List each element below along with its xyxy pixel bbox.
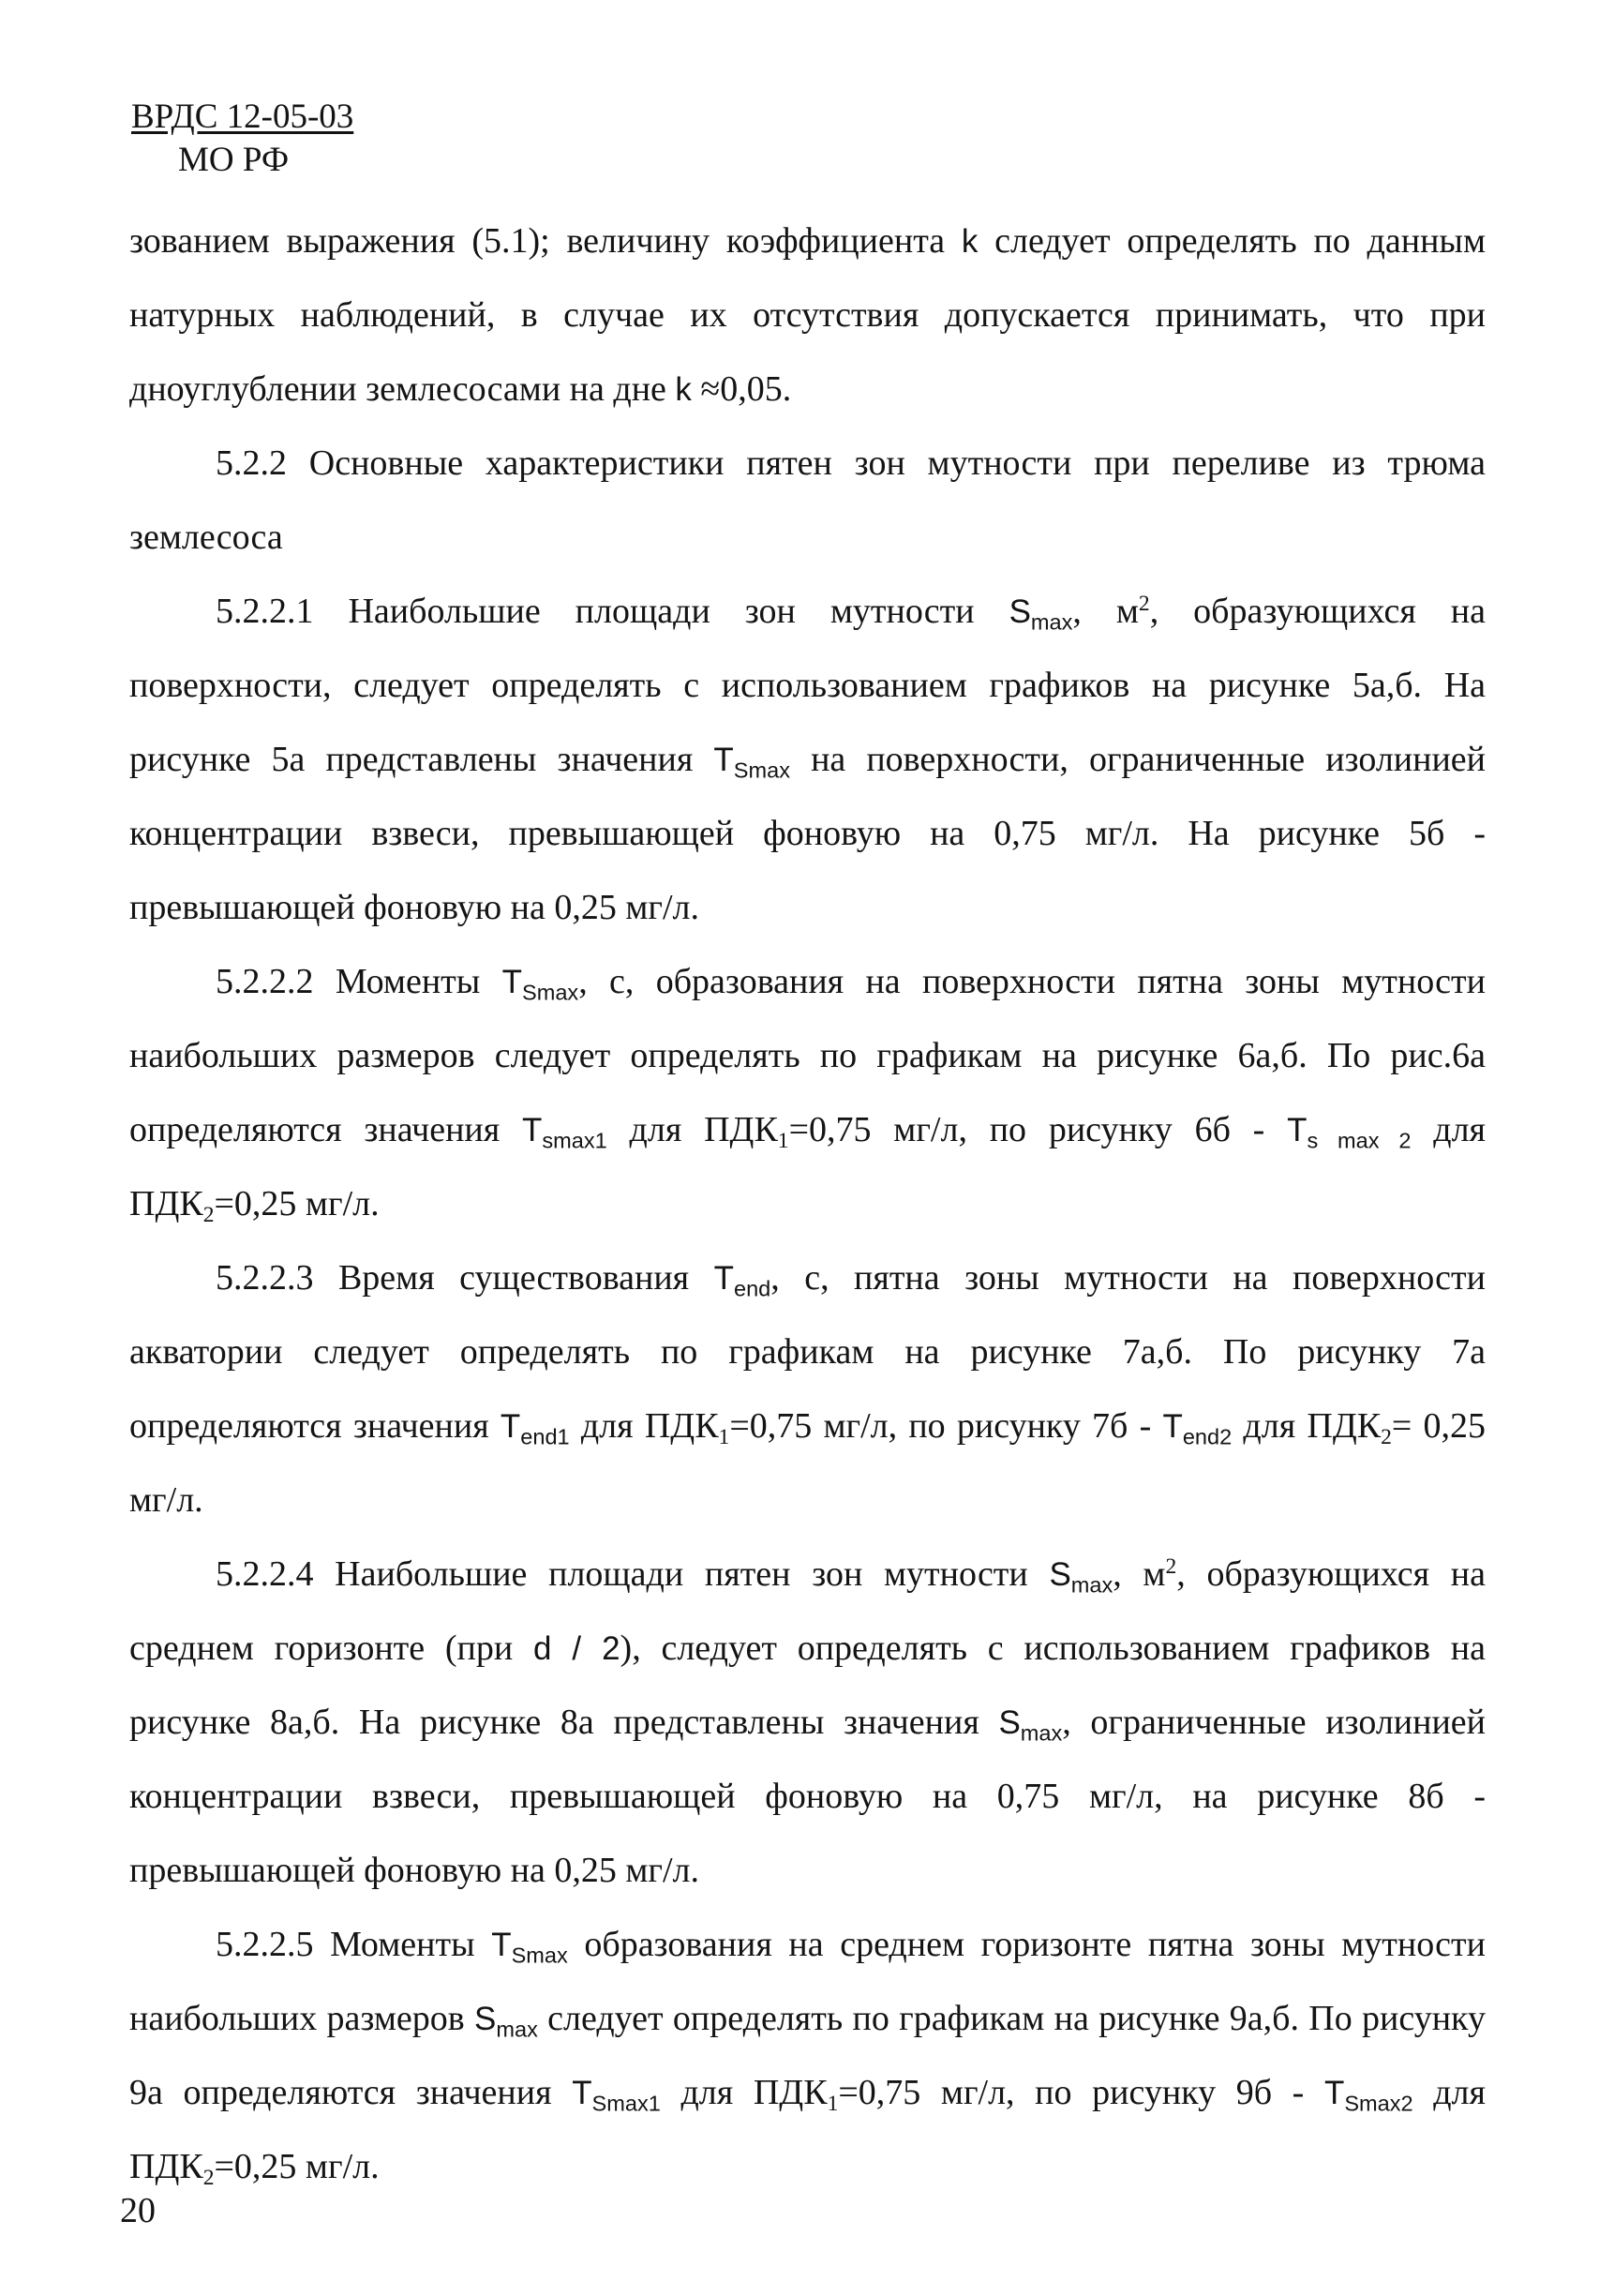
symbol: T: [522, 1112, 543, 1148]
text-run: для ПДК: [660, 2073, 828, 2112]
text-run: для ПДК: [129, 2073, 1487, 2186]
text-run: на поверхности, ограниченные изолинией концентрации взвеси, превышающей фоновую на 0,75 мг/л. На рисунке 5б - превышающей фоновую на 0,25 мг/л.: [129, 740, 1486, 927]
paragraph-5-2-2-1: [129, 575, 1486, 945]
running-header: [131, 96, 353, 182]
text-run: , образующихся на поверхности, следует определять с использованием графиков на рисунке 5а,б. На рисунке 5а представлены значения: [129, 592, 1487, 779]
symbol: S: [1049, 1556, 1071, 1593]
text-run: , ограниченные изолинией концентрации взвеси, превышающей фоновую на 0,75 мг/л, на рисунке 8б - превышающей фоновую на 0,25 мг/л.: [129, 1703, 1486, 1890]
subscript: 1: [777, 1129, 789, 1154]
symbol: T: [572, 2075, 592, 2111]
symbol: T: [1287, 1112, 1308, 1148]
section-heading-5-2-2: 5.2.2 Основные характеристики пятен зон мутности при переливе из трюма землесоса: [129, 443, 1486, 557]
subscript: 1: [718, 1425, 730, 1450]
organization: МО РФ: [178, 141, 290, 179]
subscript: Smax: [522, 980, 579, 1005]
subscript: 1: [827, 2092, 839, 2117]
symbol: T: [713, 1260, 734, 1297]
symbol: T: [713, 742, 734, 778]
text-run: зованием выражения (5.1); величину коэффициента: [129, 221, 962, 261]
symbol-k: k: [675, 371, 692, 408]
superscript: 2: [1138, 592, 1150, 617]
subscript: s max 2: [1307, 1128, 1412, 1153]
text-run: для ПДК: [129, 1110, 1487, 1223]
subscript: Smax: [511, 1943, 568, 1968]
paragraph-5-2-2-5: [129, 1908, 1486, 2204]
symbol: T: [1323, 2075, 1345, 2111]
symbol: S: [998, 1704, 1021, 1741]
text-run: =0,75 мг/л, по рисунку 7б -: [729, 1406, 1163, 1446]
page-number: 20: [120, 2191, 156, 2230]
text-run: =0,25 мг/л.: [214, 1184, 380, 1223]
subscript: 2: [202, 2166, 215, 2191]
subscript: max: [1030, 609, 1073, 635]
text-run: для ПДК: [569, 1406, 719, 1446]
text-run: 5.2.2.5 Моменты: [216, 1925, 492, 1964]
text-run: , м: [1072, 592, 1139, 631]
main-text: [129, 204, 1486, 2204]
symbol: T: [500, 1408, 521, 1445]
superscript: 2: [1165, 1554, 1177, 1580]
text-run: = 0,25 мг/л.: [129, 1406, 1487, 1520]
text-run: 5.2.2.4 Наибольшие площади пятен зон мутности: [216, 1554, 1050, 1594]
text-run: , образующихся на среднем горизонте (при: [129, 1554, 1486, 1668]
document-code: ВРДС 12-05-03: [131, 98, 354, 136]
subscript: end2: [1182, 1424, 1233, 1449]
paragraph-5-2-2-3: [129, 1241, 1486, 1538]
subscript: max: [1020, 1720, 1063, 1746]
symbol: T: [491, 1927, 512, 1963]
symbol: T: [501, 964, 522, 1000]
symbol-k: k: [961, 223, 979, 260]
subscript: Smax: [733, 758, 790, 783]
subscript: end1: [520, 1424, 570, 1449]
text-run: следует определять по графикам на рисунке 9а,б. По рисунку 9а определяются значения: [129, 1999, 1486, 2112]
symbol: S: [1009, 593, 1031, 630]
text-run: =0,75 мг/л, по рисунку 6б -: [788, 1110, 1288, 1149]
subscript: 2: [202, 1203, 215, 1228]
text-run: 5.2.2.3 Время существования: [216, 1258, 714, 1298]
symbol: T: [1162, 1408, 1183, 1445]
paragraph-continuation: [129, 204, 1486, 427]
subscript: Smax1: [591, 2091, 661, 2116]
subscript: max: [496, 2017, 538, 2042]
text-run: для ПДК: [1232, 1406, 1382, 1446]
text-run: для ПДК: [606, 1110, 778, 1149]
text-run: ≈0,05.: [691, 369, 792, 409]
subscript: Smax2: [1344, 2091, 1413, 2116]
text-run: =0,25 мг/л.: [214, 2147, 380, 2186]
text-run: ), следует определять с использованием графиков на рисунке 8а,б. На рисунке 8а представлены значения: [129, 1628, 1487, 1742]
text-run: =0,75 мг/л, по рисунку 9б -: [838, 2073, 1324, 2112]
text-run: , м: [1113, 1554, 1166, 1594]
text-run: образования на среднем горизонте пятна зоны мутности наибольших размеров: [129, 1925, 1486, 2038]
subscript: 2: [1381, 1425, 1392, 1450]
subscript: smax1: [542, 1128, 607, 1153]
symbol-d-half: d / 2: [533, 1630, 620, 1667]
subscript: end: [733, 1276, 771, 1301]
text-run: следует определять по данным натурных наблюдений, в случае их отсутствия допускается принимать, что при дноуглублении землесосами на дне: [129, 221, 1486, 409]
paragraph-5-2-2-4: [129, 1538, 1486, 1908]
text-run: 5.2.2.2 Моменты: [216, 962, 502, 1001]
text-run: , с, образования на поверхности пятна зоны мутности наибольших размеров следует определять по графикам на рисунке 6а,б. По рис.6а определяются значения: [129, 962, 1486, 1149]
symbol: S: [474, 2001, 497, 2037]
text-run: , с, пятна зоны мутности на поверхности акватории следует определять по графикам на рисунке 7а,б. По рисунку 7а определяются значения: [129, 1258, 1486, 1446]
text-run: 5.2.2.1 Наибольшие площади зон мутности: [216, 592, 1009, 631]
paragraph-5-2-2-2: [129, 945, 1486, 1241]
subscript: max: [1070, 1572, 1113, 1598]
